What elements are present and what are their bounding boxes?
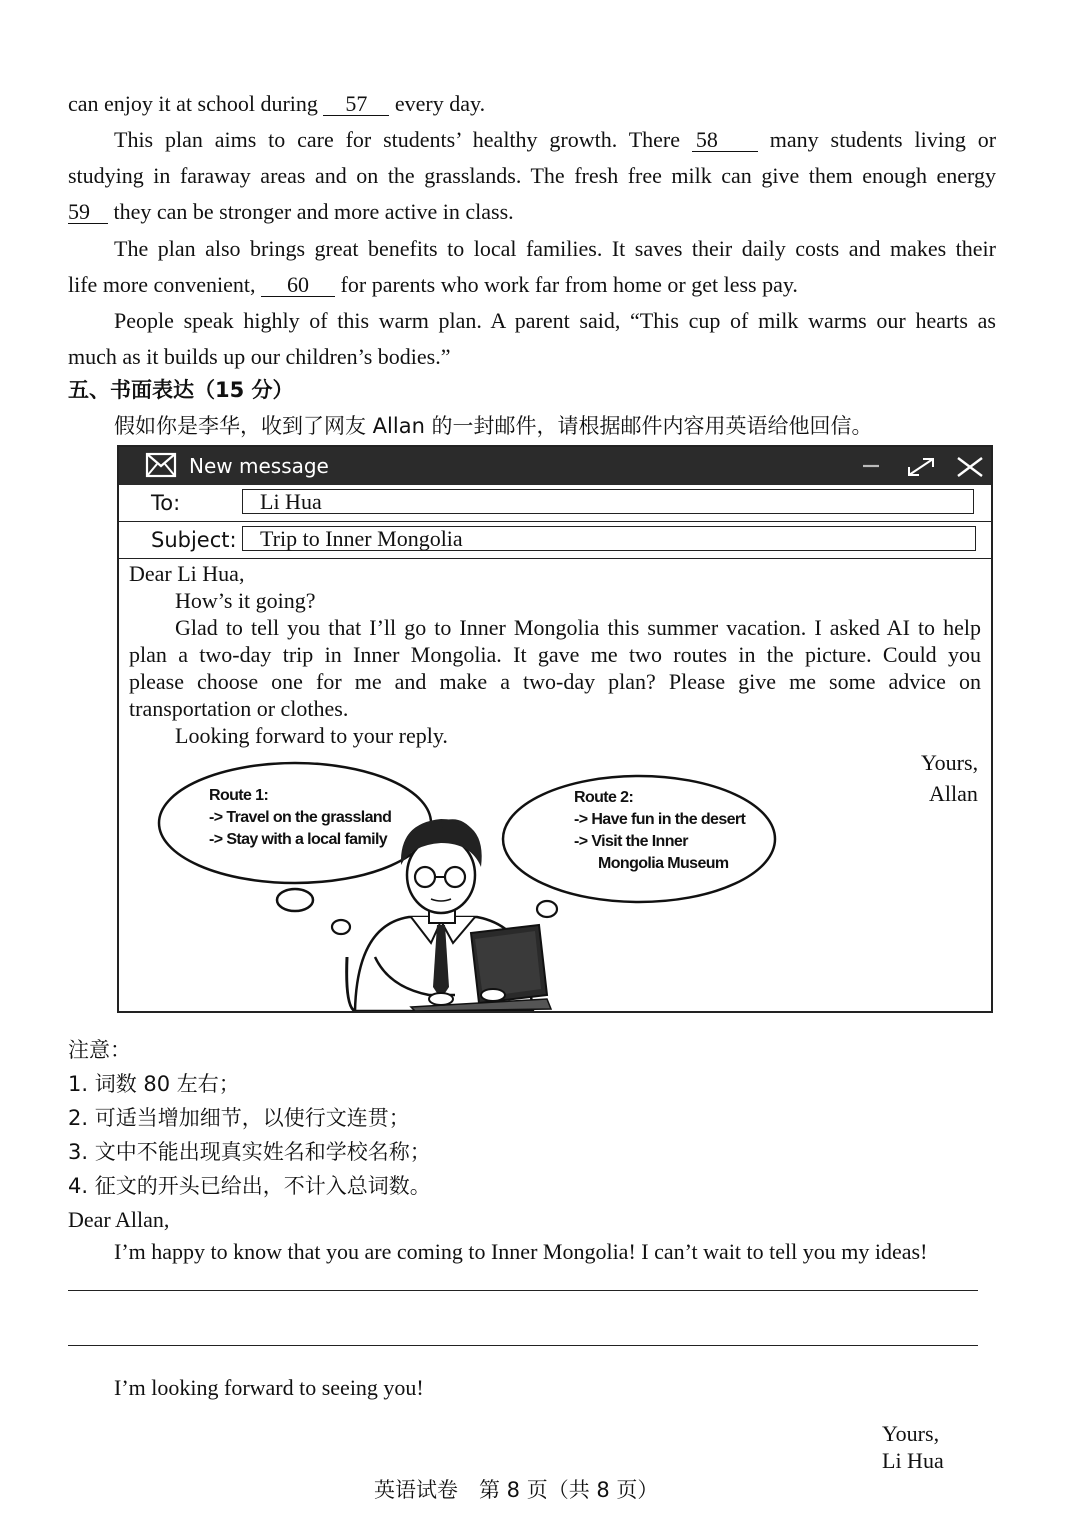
email-signature: Allan	[929, 781, 978, 806]
blank-58: 58	[692, 129, 758, 152]
reply-opening: I’m happy to know that you are coming to Inner Mongolia! I can’t wait to tell you my ideas!	[114, 1239, 928, 1264]
thinking-student-illustration	[119, 447, 991, 1011]
text: for parents who work far from home or get less pay.	[340, 272, 798, 297]
email-window	[117, 445, 993, 1013]
passage-line-7: People speak highly of this warm plan. A parent said, “This cup of milk warms our hearts as	[114, 308, 996, 333]
blank-57: 57	[323, 93, 389, 116]
subject-label: Subject:	[151, 528, 237, 552]
note-item-4: 4. 征文的开头已给出，不计入总词数。	[68, 1174, 431, 1198]
reply-greeting: Dear Allan,	[68, 1207, 170, 1232]
email-line-1: How’s it going?	[175, 588, 316, 613]
route-2-title: Route 2:	[574, 789, 634, 806]
email-signoff: Yours,	[921, 750, 979, 775]
passage-line-5: The plan also brings great benefits to local families. It saves their daily costs and makes their	[114, 236, 996, 261]
email-para-line-2: plan a two-day trip in Inner Mongolia. It gave me two routes in the picture. Could you	[129, 642, 981, 667]
passage-line-2	[114, 126, 996, 154]
subject-field[interactable]: Trip to Inner Mongolia	[242, 526, 976, 551]
route-2-item-1: -> Have fun in the desert	[574, 811, 746, 828]
blank-59: 59	[68, 201, 108, 224]
page-footer: 英语试卷 第 8 页（共 8 页）	[374, 1478, 659, 1502]
email-greeting: Dear Li Hua,	[129, 561, 245, 586]
route-1-item-1: -> Travel on the grassland	[209, 809, 392, 826]
passage-line-4	[68, 198, 514, 226]
blank-60: 60	[261, 274, 335, 297]
passage-line-3: studying in faraway areas and on the grasslands. The fresh free milk can give them enough energy	[68, 163, 996, 188]
text: can enjoy it at school during	[68, 91, 318, 116]
writing-line-1[interactable]	[68, 1290, 978, 1291]
to-label: To:	[151, 491, 181, 515]
section-heading: 五、书面表达（15 分）	[68, 378, 294, 402]
text: This plan aims to care for students’ healthy growth. There	[114, 127, 681, 152]
passage-line-6	[68, 271, 798, 299]
reply-closing: I’m looking forward to seeing you!	[114, 1375, 424, 1400]
email-para-line-3: please choose one for me and make a two-day plan? Please give me some advice on	[129, 669, 981, 694]
note-item-1: 1. 词数 80 左右；	[68, 1072, 240, 1096]
window-title: New message	[189, 454, 329, 478]
note-item-3: 3. 文中不能出现真实姓名和学校名称；	[68, 1140, 431, 1164]
text: every day.	[394, 91, 486, 116]
route-1-item-2: -> Stay with a local family	[209, 831, 388, 848]
route-2-item-2: -> Visit the Inner	[574, 833, 688, 850]
note-item-2: 2. 可适当增加细节，以使行文连贯；	[68, 1106, 410, 1130]
text: life more convenient,	[68, 272, 256, 297]
passage-line-1	[68, 90, 485, 118]
writing-line-2[interactable]	[68, 1345, 978, 1346]
route-1-title: Route 1:	[209, 787, 269, 804]
notes-label: 注意：	[68, 1038, 131, 1062]
text: many students living or	[769, 127, 997, 152]
text: they can be stronger and more active in class.	[113, 199, 514, 224]
to-field[interactable]: Li Hua	[242, 489, 974, 514]
email-closing-line: Looking forward to your reply.	[175, 723, 448, 748]
route-2-item-3: Mongolia Museum	[598, 855, 729, 872]
reply-signoff: Yours,	[882, 1421, 940, 1446]
passage-line-8: much as it builds up our children’s bodies.”	[68, 344, 451, 369]
section-instruction: 假如你是李华，收到了网友 Allan 的一封邮件，请根据邮件内容用英语给他回信。	[114, 414, 873, 438]
email-para-line-1: Glad to tell you that I’ll go to Inner Mongolia this summer vacation. I asked AI to help	[175, 615, 981, 640]
reply-signature: Li Hua	[882, 1448, 944, 1473]
email-para-line-4: transportation or clothes.	[129, 696, 349, 721]
